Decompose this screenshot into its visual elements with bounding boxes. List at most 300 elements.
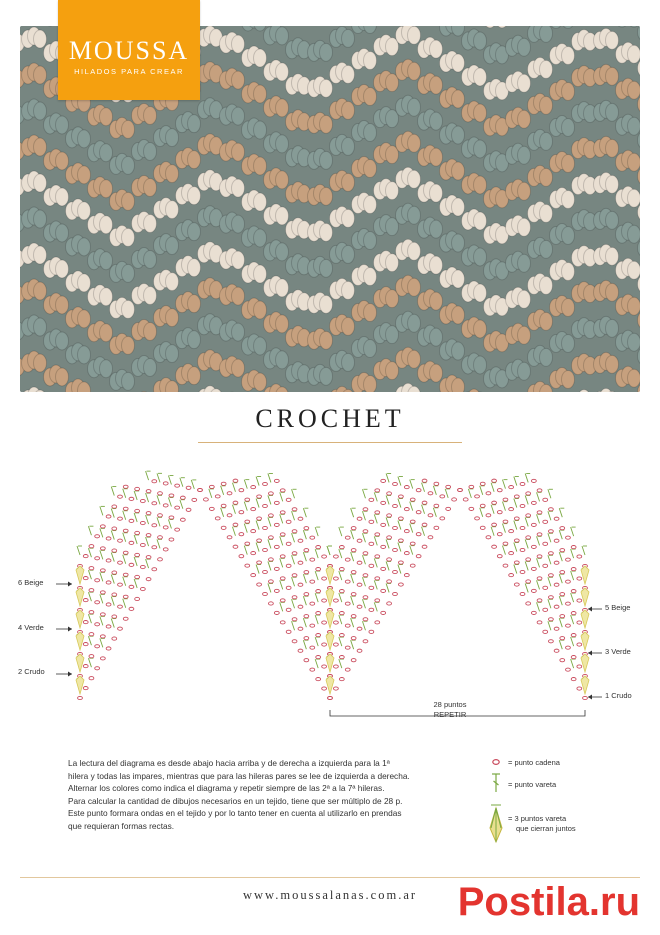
chain-stitch <box>363 640 368 643</box>
dc-stitch <box>374 602 377 611</box>
chain-stitch <box>537 511 542 514</box>
chain-stitch <box>351 527 356 530</box>
chain-stitch <box>118 495 123 498</box>
dc-stitch <box>100 616 103 625</box>
chain-stitch <box>416 511 421 514</box>
chain-stitch <box>269 492 274 495</box>
chain-stitch <box>393 592 398 595</box>
chain-stitch <box>537 533 542 536</box>
chain-stitch <box>375 533 380 536</box>
dc-stitch <box>548 511 551 520</box>
chain-stitch <box>269 602 274 605</box>
chain-stitch <box>537 489 542 492</box>
chain-stitch <box>135 597 140 600</box>
chain-stitch <box>514 583 519 586</box>
dc-stitch <box>339 527 342 536</box>
chain-stitch <box>393 526 398 529</box>
chain-stitch <box>280 621 285 624</box>
dc-stitch <box>134 557 137 566</box>
dc-stitch <box>559 596 562 605</box>
cluster-stitch <box>581 676 589 694</box>
dc-stitch <box>123 555 126 564</box>
chain-stitch <box>428 514 433 517</box>
chain-stitch <box>316 655 321 658</box>
dc-stitch <box>280 580 283 589</box>
chain-stitch <box>492 501 497 504</box>
dc-stitch <box>292 555 295 564</box>
chain-stitch <box>520 592 525 595</box>
chain-stitch <box>123 551 128 554</box>
chain-stitch <box>520 482 525 485</box>
dc-stitch <box>362 577 365 586</box>
chain-stitch <box>316 545 321 548</box>
chain-stitch <box>106 603 111 606</box>
chain-stitch <box>554 583 559 586</box>
chain-stitch <box>292 508 297 511</box>
dc-stitch <box>374 536 377 545</box>
chain-stitch <box>531 589 536 592</box>
dc-stitch <box>327 546 330 555</box>
dc-stitch <box>422 505 425 514</box>
chain-stitch <box>263 504 268 507</box>
dc-stitch <box>280 536 283 545</box>
chain-stitch <box>509 573 514 576</box>
chain-stitch <box>89 589 94 592</box>
chain-stitch <box>328 696 333 699</box>
chain-stitch <box>239 533 244 536</box>
chain-stitch <box>292 640 297 643</box>
chain-stitch <box>129 519 134 522</box>
dc-stitch <box>256 543 259 552</box>
chain-stitch <box>520 570 525 573</box>
dc-stitch <box>491 505 494 514</box>
chain-stitch <box>452 498 457 501</box>
chain-stitch <box>543 608 548 611</box>
chain-stitch <box>514 495 519 498</box>
chain-stitch <box>566 536 571 539</box>
chain-stitch <box>286 586 291 589</box>
dc-stitch <box>292 533 295 542</box>
chain-stitch <box>146 578 151 581</box>
row-label-6: 6 Beige <box>18 578 44 587</box>
chain-stitch <box>280 555 285 558</box>
chain-stitch <box>257 561 262 564</box>
chain-stitch <box>399 539 404 542</box>
chain-stitch <box>560 637 565 640</box>
chain-stitch <box>83 664 88 667</box>
dc-stitch <box>582 546 585 555</box>
chain-stitch <box>369 520 374 523</box>
dc-stitch <box>398 565 401 574</box>
chain-stitch <box>158 536 163 539</box>
dc-stitch <box>398 521 401 530</box>
dc-stitch <box>362 621 365 630</box>
chain-stitch <box>554 649 559 652</box>
chain-stitch <box>274 589 279 592</box>
chain-stitch <box>549 552 554 555</box>
chain-stitch <box>106 559 111 562</box>
dc-stitch <box>280 492 283 501</box>
chain-stitch <box>387 514 392 517</box>
dc-stitch <box>339 549 342 558</box>
chain-stitch <box>387 580 392 583</box>
chain-stitch <box>526 492 531 495</box>
chain-stitch <box>158 514 163 517</box>
chain-stitch <box>257 583 262 586</box>
chain-stitch <box>480 526 485 529</box>
chain-stitch <box>393 570 398 573</box>
chain-stitch <box>83 576 88 579</box>
chain-stitch <box>118 583 123 586</box>
dc-stitch <box>514 565 517 574</box>
dc-stitch <box>351 640 354 649</box>
row-arrow-head <box>588 607 592 612</box>
chain-stitch <box>263 548 268 551</box>
chain-stitch <box>233 545 238 548</box>
dc-stitch <box>303 530 306 539</box>
cluster-stitch <box>581 566 589 584</box>
dc-stitch <box>244 524 247 533</box>
chain-stitch <box>140 499 145 502</box>
chain-stitch <box>304 615 309 618</box>
chain-stitch <box>503 520 508 523</box>
chain-stitch <box>163 504 168 507</box>
dc-stitch <box>339 637 342 646</box>
chain-stitch <box>146 556 151 559</box>
chain-stitch <box>345 668 350 671</box>
chain-stitch <box>95 557 100 560</box>
chain-stitch <box>566 646 571 649</box>
dc-stitch <box>191 480 194 489</box>
legend-chain-label: = punto cadena <box>508 758 560 767</box>
chain-stitch <box>393 548 398 551</box>
dc-stitch <box>123 489 126 498</box>
dc-stitch <box>559 574 562 583</box>
dc-stitch <box>374 514 377 523</box>
chain-stitch <box>571 567 576 570</box>
chain-stitch <box>492 479 497 482</box>
chain-stitch <box>526 514 531 517</box>
chain-stitch <box>304 637 309 640</box>
dc-stitch <box>100 594 103 603</box>
dc-stitch <box>525 473 528 482</box>
dc-stitch <box>571 527 574 536</box>
dc-stitch <box>514 521 517 530</box>
dc-stitch <box>559 530 562 539</box>
chain-stitch <box>531 479 536 482</box>
chain-stitch <box>269 536 274 539</box>
chain-stitch <box>274 523 279 526</box>
dc-stitch <box>351 574 354 583</box>
chain-stitch <box>298 561 303 564</box>
chain-stitch <box>475 495 480 498</box>
dc-stitch <box>303 596 306 605</box>
dc-stitch <box>77 546 80 555</box>
chain-stitch <box>89 567 94 570</box>
dc-stitch <box>303 552 306 561</box>
chain-stitch <box>245 564 250 567</box>
dc-stitch <box>537 492 540 501</box>
chain-stitch <box>375 511 380 514</box>
chain-stitch <box>351 659 356 662</box>
chain-stitch <box>334 555 339 558</box>
chain-stitch <box>463 498 468 501</box>
title-divider <box>198 442 462 443</box>
chain-stitch <box>152 524 157 527</box>
chain-stitch <box>357 561 362 564</box>
dc-stitch <box>362 511 365 520</box>
chain-stitch <box>209 485 214 488</box>
chain-stitch <box>503 542 508 545</box>
chain-stitch <box>375 621 380 624</box>
dc-stitch <box>422 483 425 492</box>
chain-stitch <box>416 489 421 492</box>
row-arrow-head <box>588 651 592 656</box>
dc-stitch <box>386 517 389 526</box>
chain-stitch <box>106 647 111 650</box>
chain-stitch <box>89 545 94 548</box>
chain-stitch <box>123 485 128 488</box>
cluster-stitch <box>326 588 334 606</box>
chain-stitch <box>357 583 362 586</box>
chain-stitch <box>554 605 559 608</box>
chain-stitch <box>393 482 398 485</box>
chain-stitch <box>100 613 105 616</box>
dc-stitch <box>88 548 91 557</box>
dc-stitch <box>232 505 235 514</box>
chain-stitch <box>83 620 88 623</box>
chain-stitch <box>526 558 531 561</box>
chain-stitch <box>227 492 232 495</box>
row-label-3: 3 Verde <box>605 647 631 656</box>
chain-stitch <box>357 649 362 652</box>
dc-stitch <box>280 514 283 523</box>
chain-stitch <box>334 665 339 668</box>
chain-stitch <box>152 546 157 549</box>
chain-stitch <box>129 563 134 566</box>
chain-stitch <box>509 551 514 554</box>
chain-stitch <box>381 545 386 548</box>
chain-stitch <box>95 623 100 626</box>
chain-stitch <box>351 637 356 640</box>
chain-stitch <box>304 571 309 574</box>
chain-stitch <box>375 599 380 602</box>
cluster-stitch <box>76 676 84 694</box>
cluster-stitch <box>76 588 84 606</box>
chain-stitch <box>180 518 185 521</box>
chain-stitch <box>422 501 427 504</box>
row-arrow-head <box>68 582 72 587</box>
chain-stitch <box>251 485 256 488</box>
dc-stitch <box>111 597 114 606</box>
dc-stitch <box>256 521 259 530</box>
chain-stitch <box>233 501 238 504</box>
chain-stitch <box>345 536 350 539</box>
dc-stitch <box>303 618 306 627</box>
dc-stitch <box>168 498 171 507</box>
dc-stitch <box>410 546 413 555</box>
legend-cluster-label-1: = 3 puntos vareta <box>508 814 567 823</box>
chain-stitch <box>446 507 451 510</box>
chain-stitch <box>531 501 536 504</box>
dc-stitch <box>157 539 160 548</box>
chain-stitch <box>469 507 474 510</box>
chain-stitch <box>175 528 180 531</box>
dc-stitch <box>537 580 540 589</box>
row-arrow-head <box>68 672 72 677</box>
chain-stitch <box>298 539 303 542</box>
watermark: Postila.ru <box>457 880 640 924</box>
chain-stitch <box>322 599 327 602</box>
chain-stitch <box>163 548 168 551</box>
chain-stitch <box>509 485 514 488</box>
dc-stitch <box>209 489 212 498</box>
chain-stitch <box>263 482 268 485</box>
chain-stitch <box>221 482 226 485</box>
chain-stitch <box>100 635 105 638</box>
chain-stitch <box>549 574 554 577</box>
chain-stitch <box>298 517 303 520</box>
row-arrow-head <box>588 695 592 700</box>
dc-stitch <box>88 570 91 579</box>
dc-stitch <box>244 502 247 511</box>
dc-stitch <box>280 602 283 611</box>
double-crochet-icon <box>492 774 500 792</box>
chain-stitch <box>422 545 427 548</box>
chain-stitch <box>304 593 309 596</box>
chain-stitch <box>381 501 386 504</box>
cluster-stitch <box>326 654 334 672</box>
dc-stitch <box>268 583 271 592</box>
chain-stitch <box>83 686 88 689</box>
row-arrow-head <box>68 627 72 632</box>
dc-stitch <box>480 508 483 517</box>
chain-stitch <box>497 489 502 492</box>
dc-stitch <box>232 527 235 536</box>
chain-stitch <box>369 564 374 567</box>
chain-stitch <box>298 605 303 608</box>
chain-stitch <box>375 555 380 558</box>
cluster-stitch <box>581 610 589 628</box>
cluster-stitch <box>581 588 589 606</box>
page-title: CROCHET <box>255 404 405 433</box>
dc-stitch <box>351 596 354 605</box>
chain-stitch <box>251 507 256 510</box>
dc-stitch <box>146 515 149 524</box>
chain-stitch <box>322 643 327 646</box>
cluster-stitch <box>581 654 589 672</box>
instruction-line: La lectura del diagrama es desde abajo hacia arriba y de derecha a izquierda para la 1ª <box>68 758 390 768</box>
chain-stitch <box>458 488 463 491</box>
chain-stitch <box>497 533 502 536</box>
chain-stitch <box>375 577 380 580</box>
chain-stitch <box>204 498 209 501</box>
chain-stitch <box>520 504 525 507</box>
chain-stitch <box>118 517 123 520</box>
chain-stitch <box>304 659 309 662</box>
cluster-stitch <box>326 632 334 650</box>
chain-stitch <box>549 530 554 533</box>
dc-stitch <box>386 561 389 570</box>
chain-stitch <box>269 514 274 517</box>
dc-stitch <box>292 577 295 586</box>
chain-stitch <box>549 508 554 511</box>
chain-stitch <box>554 627 559 630</box>
logo-brand: MOUSSA <box>68 36 190 65</box>
chain-stitch <box>310 646 315 649</box>
chain-stitch <box>363 530 368 533</box>
chain-stitch <box>129 497 134 500</box>
dc-stitch <box>537 536 540 545</box>
dc-stitch <box>502 546 505 555</box>
chain-stitch <box>140 587 145 590</box>
legend-dc-label: = punto vareta <box>508 780 557 789</box>
dc-stitch <box>157 517 160 526</box>
chain-stitch <box>292 596 297 599</box>
dc-stitch <box>537 558 540 567</box>
instructions-text <box>68 757 488 833</box>
chain-stitch <box>89 633 94 636</box>
chain-stitch <box>163 482 168 485</box>
dc-stitch <box>256 499 259 508</box>
chain-stitch <box>292 530 297 533</box>
chain-stitch <box>339 677 344 680</box>
website-url[interactable]: www.moussalanas.com.ar <box>242 888 418 902</box>
dc-stitch <box>315 593 318 602</box>
chain-stitch <box>286 542 291 545</box>
chain-stitch <box>146 512 151 515</box>
dc-stitch <box>502 524 505 533</box>
chain-stitch <box>95 535 100 538</box>
chain-stitch <box>399 583 404 586</box>
dc-stitch <box>351 508 354 517</box>
chain-stitch <box>175 506 180 509</box>
chain-stitch <box>123 507 128 510</box>
instruction-line: que requieran formas rectas. <box>68 820 175 831</box>
chain-stitch <box>351 593 356 596</box>
dc-stitch <box>422 527 425 536</box>
dc-stitch <box>537 514 540 523</box>
chain-stitch <box>345 646 350 649</box>
chain-stitch <box>410 520 415 523</box>
chain-stitch <box>129 585 134 588</box>
dc-stitch <box>525 583 528 592</box>
chain-stitch <box>163 526 168 529</box>
chain-stitch <box>334 643 339 646</box>
cluster-stitch <box>76 632 84 650</box>
instruction-line: Este punto formara ondas en el tejido y por lo tanto tener en cuenta al utilizarlo en prendas <box>68 808 402 819</box>
chain-stitch <box>566 580 571 583</box>
dc-stitch <box>315 549 318 558</box>
dc-stitch <box>571 659 574 668</box>
chain-stitch <box>404 551 409 554</box>
dc-stitch <box>548 621 551 630</box>
chain-stitch <box>434 482 439 485</box>
chain-stitch <box>233 523 238 526</box>
dc-stitch <box>548 599 551 608</box>
dc-stitch <box>548 577 551 586</box>
dc-stitch <box>525 561 528 570</box>
chain-stitch <box>274 501 279 504</box>
dc-stitch <box>571 637 574 646</box>
dc-stitch <box>157 473 160 482</box>
chain-stitch <box>269 558 274 561</box>
chain-stitch <box>118 561 123 564</box>
chain-stitch <box>135 575 140 578</box>
cluster-stitch <box>76 566 84 584</box>
chain-stitch <box>434 504 439 507</box>
dc-stitch <box>362 533 365 542</box>
